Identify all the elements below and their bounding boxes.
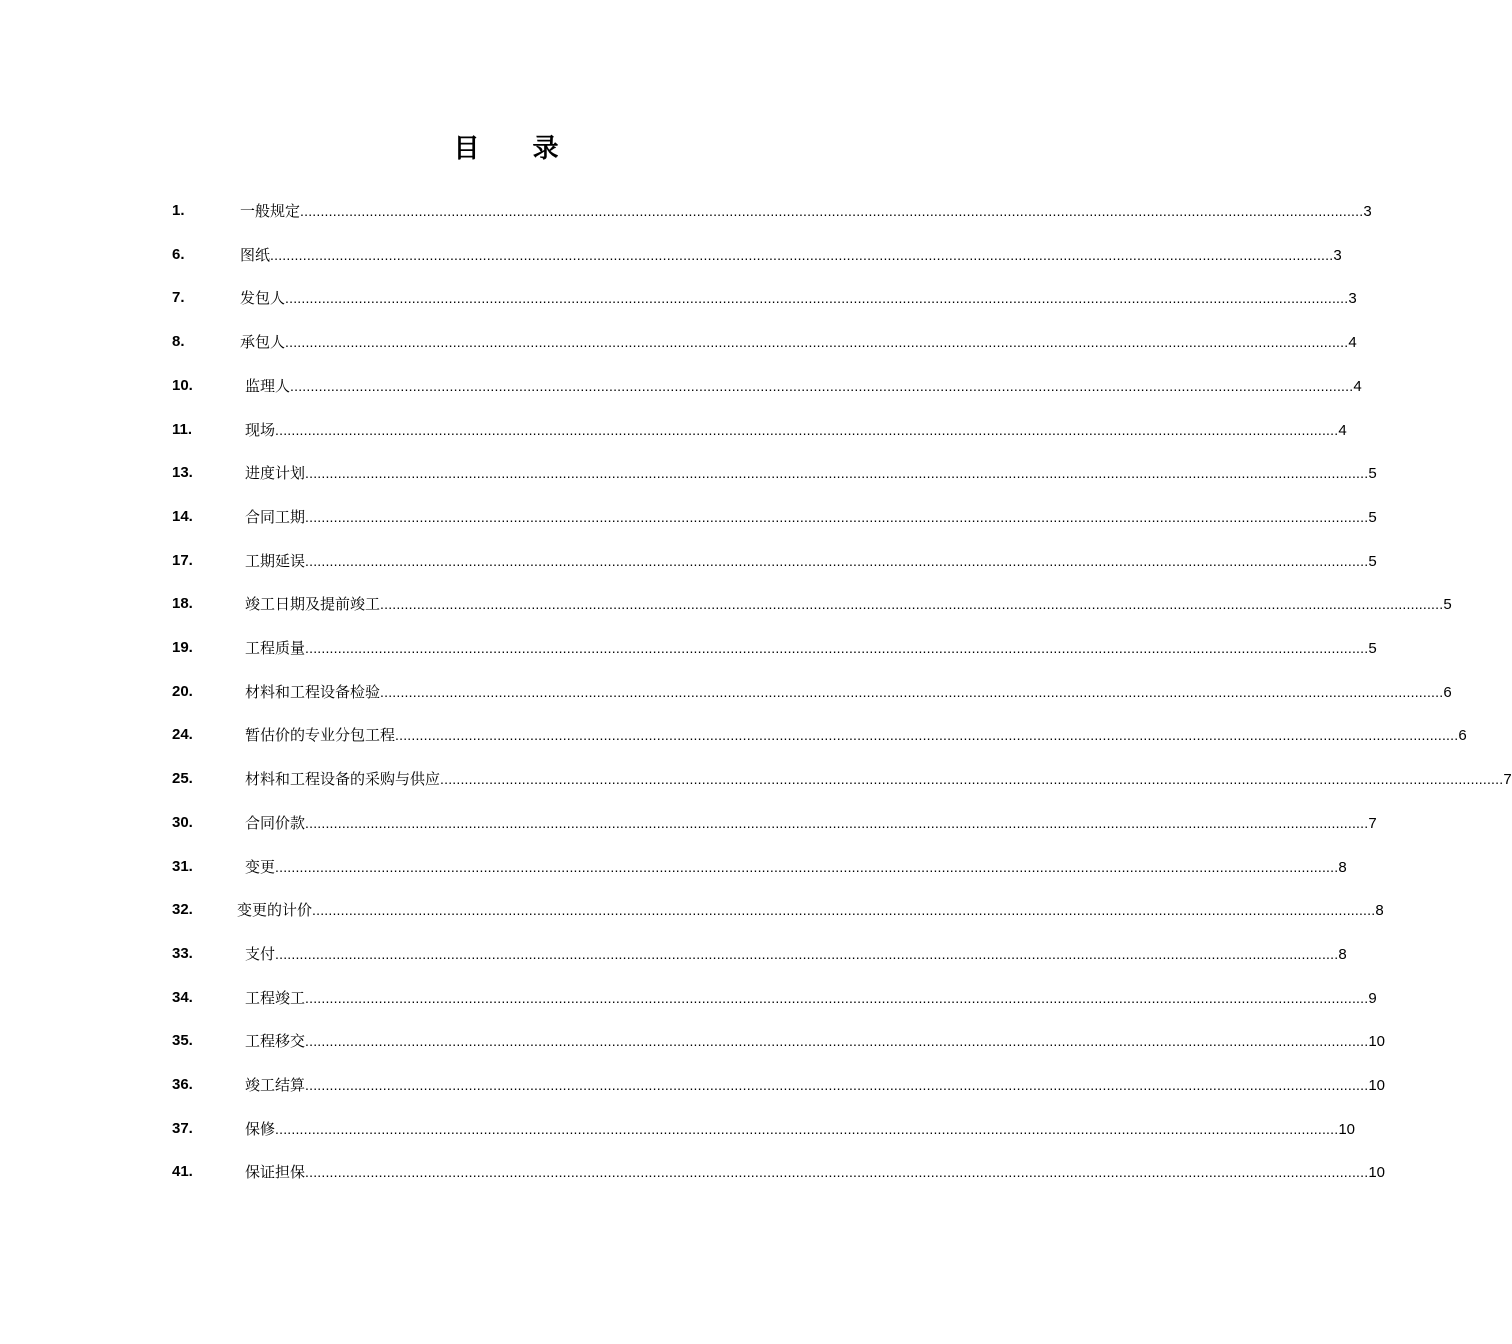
toc-entry[interactable] (0, 364, 1362, 408)
toc-entry-number: 33. (172, 944, 193, 962)
toc-entry-line (245, 626, 1377, 670)
toc-entry-number: 32. (172, 901, 193, 919)
toc-dot-leader: .................................................................................................................................................................................................................................................................... (275, 945, 1339, 962)
toc-entry-page-number: 6 (1443, 683, 1452, 701)
toc-entry-page-number: 10 (1368, 1164, 1386, 1182)
toc-entry-label: 变更 (245, 857, 276, 876)
toc-entry-number: 34. (172, 988, 193, 1006)
toc-entry-number: 36. (172, 1076, 193, 1093)
toc-entry-number: 1. (172, 202, 185, 219)
toc-entry-line (245, 408, 1347, 452)
toc-entry-number: 30. (172, 813, 193, 831)
toc-entry-number: 31. (172, 857, 193, 875)
toc-entry-page-number: 10 (1368, 1033, 1386, 1051)
toc-entry-number: 10. (172, 376, 193, 394)
toc-entry[interactable] (0, 1063, 1386, 1107)
toc-entry[interactable] (0, 626, 1377, 670)
toc-entry[interactable] (0, 233, 1342, 277)
toc-entry-page-number: 4 (1338, 421, 1347, 439)
toc-dot-leader: .................................................................................................................................................................................................................................................................... (305, 508, 1369, 525)
toc-entry-line (245, 757, 1512, 801)
toc-entry-label: 变更的计价 (237, 901, 313, 920)
toc-entry-page-number: 5 (1368, 465, 1377, 483)
toc-entry[interactable] (0, 1150, 1386, 1194)
toc-entry[interactable] (0, 1019, 1386, 1063)
toc-entry-number: 8. (172, 333, 185, 351)
toc-entry-number: 13. (172, 464, 193, 482)
toc-entry[interactable] (0, 932, 1347, 976)
toc-dot-leader: .................................................................................................................................................................................................................................................................... (305, 1164, 1369, 1181)
toc-entry-number: 37. (172, 1119, 193, 1137)
toc-entry-label: 材料和工程设备检验 (245, 682, 381, 701)
toc-entry-line (240, 189, 1372, 233)
toc-dot-leader: .................................................................................................................................................................................................................................................................... (312, 902, 1376, 919)
toc-entry-label: 一般规定 (240, 202, 301, 220)
toc-entry-number: 17. (172, 551, 193, 569)
toc-entry-page-number: 9 (1368, 989, 1377, 1007)
toc-entry-label: 合同价款 (245, 813, 306, 832)
toc-entry-label: 竣工结算 (245, 1076, 306, 1094)
toc-entry-number: 11. (172, 420, 193, 438)
toc-entry-page-number: 3 (1348, 290, 1357, 308)
toc-entry-page-number: 3 (1363, 203, 1372, 220)
toc-entry-label: 材料和工程设备的采购与供应 (245, 770, 441, 789)
toc-entry[interactable] (0, 670, 1452, 714)
toc-entry-line (245, 670, 1452, 714)
toc-entry-number: 35. (172, 1032, 193, 1050)
toc-entry-line (245, 1150, 1386, 1194)
toc-entry-page-number: 5 (1368, 640, 1377, 657)
toc-entry-label: 竣工日期及提前竣工 (245, 595, 381, 614)
toc-entry[interactable] (0, 888, 1384, 932)
toc-entry[interactable] (0, 495, 1377, 539)
toc-dot-leader: .................................................................................................................................................................................................................................................................... (380, 683, 1444, 700)
toc-entry-page-number: 10 (1368, 1077, 1386, 1094)
toc-entry-label: 监理人 (245, 376, 291, 395)
toc-entry-number: 6. (172, 245, 185, 263)
toc-dot-leader: .................................................................................................................................................................................................................................................................... (305, 1033, 1369, 1050)
toc-entry-page-number: 5 (1368, 552, 1377, 570)
toc-entry-number: 24. (172, 726, 193, 744)
toc-dot-leader: .................................................................................................................................................................................................................................................................... (290, 377, 1354, 394)
toc-entry[interactable] (0, 1107, 1356, 1151)
toc-entry-page-number: 7 (1503, 771, 1512, 789)
toc-entry-number: 18. (172, 595, 193, 613)
toc-entry-label: 暂估价的专业分包工程 (245, 726, 396, 745)
toc-entry[interactable] (0, 757, 1512, 801)
toc-entry[interactable] (0, 276, 1357, 320)
toc-entry-label: 工程质量 (245, 639, 306, 657)
toc-entry[interactable] (0, 582, 1452, 626)
toc-dot-leader: .................................................................................................................................................................................................................................................................... (275, 858, 1339, 875)
toc-entry-label: 工程竣工 (245, 988, 306, 1007)
toc-entry-line (240, 276, 1357, 320)
toc-entry-label: 发包人 (240, 289, 286, 308)
toc-entry-page-number: 4 (1353, 377, 1362, 395)
toc-entry-line (245, 582, 1452, 626)
toc-dot-leader: .................................................................................................................................................................................................................................................................... (305, 814, 1369, 831)
toc-entry-page-number: 10 (1338, 1120, 1356, 1138)
toc-entry-page-number: 4 (1348, 334, 1357, 352)
toc-entry-line (245, 451, 1377, 495)
toc-dot-leader: .................................................................................................................................................................................................................................................................... (305, 989, 1369, 1006)
toc-entry-line (245, 1063, 1386, 1107)
toc-dot-leader: .................................................................................................................................................................................................................................................................... (305, 552, 1369, 569)
toc-entry[interactable] (0, 539, 1377, 583)
toc-entry-page-number: 3 (1333, 246, 1342, 264)
toc-entry-line (237, 888, 1384, 932)
toc-dot-leader: .................................................................................................................................................................................................................................................................... (305, 1077, 1369, 1093)
toc-entry-line (245, 976, 1377, 1020)
toc-entry-line (245, 713, 1467, 757)
toc-entry[interactable] (0, 845, 1347, 889)
toc-entry-label: 合同工期 (245, 507, 306, 526)
toc-entry-line (240, 320, 1357, 364)
toc-entry[interactable] (0, 320, 1357, 364)
toc-dot-leader: .................................................................................................................................................................................................................................................................... (380, 596, 1444, 613)
toc-entry-number: 20. (172, 682, 193, 700)
toc-dot-leader: .................................................................................................................................................................................................................................................................... (285, 290, 1349, 307)
toc-entry[interactable] (0, 408, 1347, 452)
toc-dot-leader: .................................................................................................................................................................................................................................................................... (305, 640, 1369, 656)
toc-entry-label: 保修 (245, 1119, 276, 1138)
toc-entry-label: 工期延误 (245, 551, 306, 570)
toc-dot-leader: .................................................................................................................................................................................................................................................................... (275, 421, 1339, 438)
toc-dot-leader: .................................................................................................................................................................................................................................................................... (440, 771, 1504, 788)
toc-dot-leader: .................................................................................................................................................................................................................................................................... (395, 727, 1459, 744)
toc-entry-line (240, 233, 1342, 277)
toc-entry-line (245, 495, 1377, 539)
toc-entry[interactable] (0, 713, 1467, 757)
toc-entry-page-number: 5 (1443, 596, 1452, 614)
toc-entry-page-number: 8 (1375, 902, 1384, 920)
toc-entry-number: 25. (172, 770, 193, 788)
toc-entry-number: 19. (172, 639, 193, 656)
toc-dot-leader: .................................................................................................................................................................................................................................................................... (275, 1120, 1339, 1137)
toc-dot-leader: .................................................................................................................................................................................................................................................................... (270, 246, 1334, 263)
toc-dot-leader: .................................................................................................................................................................................................................................................................... (300, 203, 1364, 219)
toc-entry-label: 承包人 (240, 333, 286, 352)
toc-entry[interactable] (0, 451, 1377, 495)
toc-entry-page-number: 6 (1458, 727, 1467, 745)
toc-entry-line (245, 539, 1377, 583)
toc-entry-label: 进度计划 (245, 464, 306, 483)
toc-entry-page-number: 7 (1368, 814, 1377, 832)
toc-entry-line (245, 364, 1362, 408)
toc-dot-leader: .................................................................................................................................................................................................................................................................... (305, 465, 1369, 482)
toc-entry-label: 现场 (245, 420, 276, 439)
toc-entry[interactable] (0, 801, 1377, 845)
toc-entry-line (245, 1107, 1356, 1151)
toc-entry-label: 图纸 (240, 245, 271, 264)
toc-entry[interactable] (0, 189, 1372, 233)
toc-entry-label: 工程移交 (245, 1032, 306, 1051)
toc-entry[interactable] (0, 976, 1377, 1020)
toc-entry-line (245, 845, 1347, 889)
toc-dot-leader: .................................................................................................................................................................................................................................................................... (285, 334, 1349, 351)
toc-entry-page-number: 5 (1368, 508, 1377, 526)
toc-entry-label: 支付 (245, 944, 276, 963)
toc-entry-page-number: 8 (1338, 858, 1347, 876)
toc-entry-page-number: 8 (1338, 945, 1347, 963)
toc-entry-number: 7. (172, 289, 185, 307)
page-title: 目 录 (453, 134, 581, 164)
toc-entry-number: 41. (172, 1163, 193, 1181)
toc-entry-number: 14. (172, 507, 193, 525)
toc-entry-line (245, 801, 1377, 845)
toc-entry-line (245, 1019, 1386, 1063)
toc-entry-label: 保证担保 (245, 1163, 306, 1182)
toc-entry-line (245, 932, 1347, 976)
